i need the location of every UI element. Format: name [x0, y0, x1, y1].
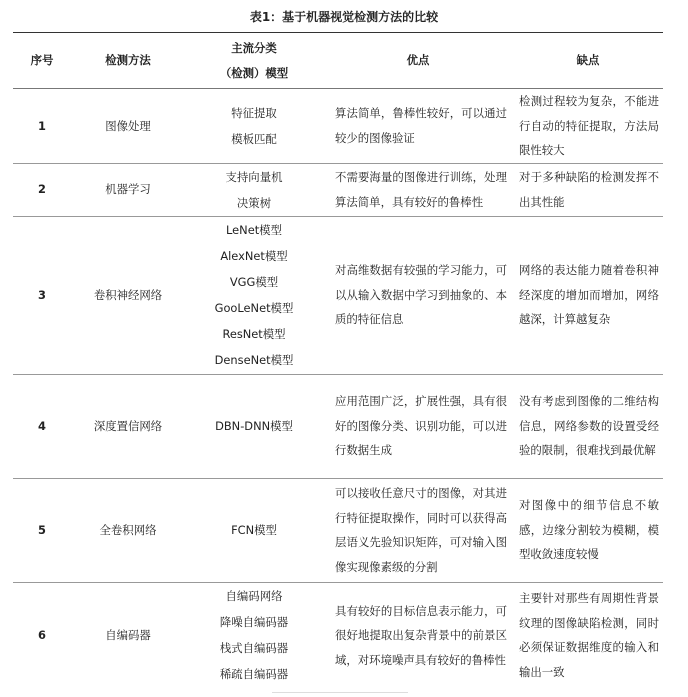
row-pros: 算法简单，鲁棒性较好，可以通过较少的图像验证 — [323, 89, 513, 164]
row-cons: 对于多种缺陷的检测发挥不出其性能 — [513, 163, 663, 216]
row-cons: 检测过程较为复杂，不能进行自动的特征提取，方法局限性较大 — [513, 89, 663, 164]
header-pros: 优点 — [323, 33, 513, 89]
table-caption: 表1：基于机器视觉检测方法的比较 — [249, 10, 439, 24]
row-models — [185, 478, 323, 582]
header-model-line2: （检测）模型 — [219, 65, 289, 80]
table-row — [13, 374, 663, 478]
model-item: 支持向量机 — [225, 169, 283, 184]
row-models — [185, 89, 323, 164]
model-item: DenseNet模型 — [214, 353, 294, 367]
row-number: 6 — [38, 628, 46, 642]
table-body — [13, 89, 663, 689]
row-number: 1 — [13, 89, 71, 164]
row-cons: 网络的表达能力随着卷积神经深度的增加而增加，网络越深，计算越复杂 — [513, 216, 663, 374]
row-pros: 应用范围广泛，扩展性强，具有很好的图像分类、识别功能，可以进行数据生成 — [323, 374, 513, 478]
header-row — [13, 33, 663, 89]
row-number: 3 — [13, 216, 71, 374]
header-model-line1: 主流分类 — [231, 41, 277, 55]
page-edge-divider — [272, 692, 408, 697]
model-item: ResNet模型 — [222, 327, 286, 341]
table-row — [13, 216, 663, 374]
table-row — [13, 582, 663, 688]
row-pros: 具有较好的目标信息表示能力，可很好地提取出复杂背景中的前景区域，对环境噪声具有较好的鲁棒性 — [335, 603, 507, 667]
row-method: 全卷积网络 — [71, 478, 185, 582]
row-cons: 对图像中的细节信息不敏感，边缘分割较为模糊，模型收敛速度较慢 — [513, 478, 663, 582]
model-item: VGG模型 — [229, 275, 279, 289]
row-pros: 可以接收任意尺寸的图像，对其进行特征提取操作，同时可以获得高层语义先验知识矩阵，可对输入图像实现像素级的分割 — [323, 478, 513, 582]
header-method: 检测方法 — [71, 33, 185, 89]
model-item: 特征提取 — [231, 105, 277, 120]
row-models — [185, 582, 323, 688]
row-method: 卷积神经网络 — [71, 216, 185, 374]
model-item: 降噪自编码器 — [219, 615, 289, 630]
row-models — [185, 163, 323, 216]
table-row — [13, 478, 663, 582]
comparison-table — [13, 32, 663, 688]
row-method: 深度置信网络 — [71, 374, 185, 478]
model-item: 决策树 — [236, 195, 272, 210]
row-method: 自编码器 — [105, 628, 151, 642]
model-item: AlexNet模型 — [220, 249, 288, 263]
model-item: 栈式自编码器 — [219, 641, 289, 656]
row-cons: 主要针对那些有周期性背景纹理的图像缺陷检测，同时必须保证数据维度的输入和输出一致 — [519, 591, 659, 679]
row-number: 5 — [13, 478, 71, 582]
model-item: GooLeNet模型 — [214, 301, 294, 315]
header-cons: 缺点 — [513, 33, 663, 89]
model-item: 模板匹配 — [231, 131, 277, 146]
model-item: FCN模型 — [231, 523, 277, 537]
row-pros: 不需要海量的图像进行训练，处理算法简单，具有较好的鲁棒性 — [323, 163, 513, 216]
row-number: 4 — [13, 374, 71, 478]
header-num: 序号 — [13, 33, 71, 89]
row-models — [185, 374, 323, 478]
row-cons: 没有考虑到图像的二维结构信息，网络参数的设置受经验的限制，很难找到最优解 — [513, 374, 663, 478]
table-row — [13, 163, 663, 216]
row-pros: 对高维数据有较强的学习能力，可以从输入数据中学习到抽象的、本质的特征信息 — [323, 216, 513, 374]
model-item: 自编码网络 — [225, 589, 283, 604]
row-method: 图像处理 — [71, 89, 185, 164]
model-item: DBN-DNN模型 — [215, 419, 293, 433]
model-item: LeNet模型 — [226, 223, 282, 237]
row-method: 机器学习 — [71, 163, 185, 216]
row-models — [185, 216, 323, 374]
header-model — [185, 33, 323, 89]
model-item: 稀疏自编码器 — [219, 667, 289, 682]
row-number: 2 — [13, 163, 71, 216]
table-row — [13, 89, 663, 164]
